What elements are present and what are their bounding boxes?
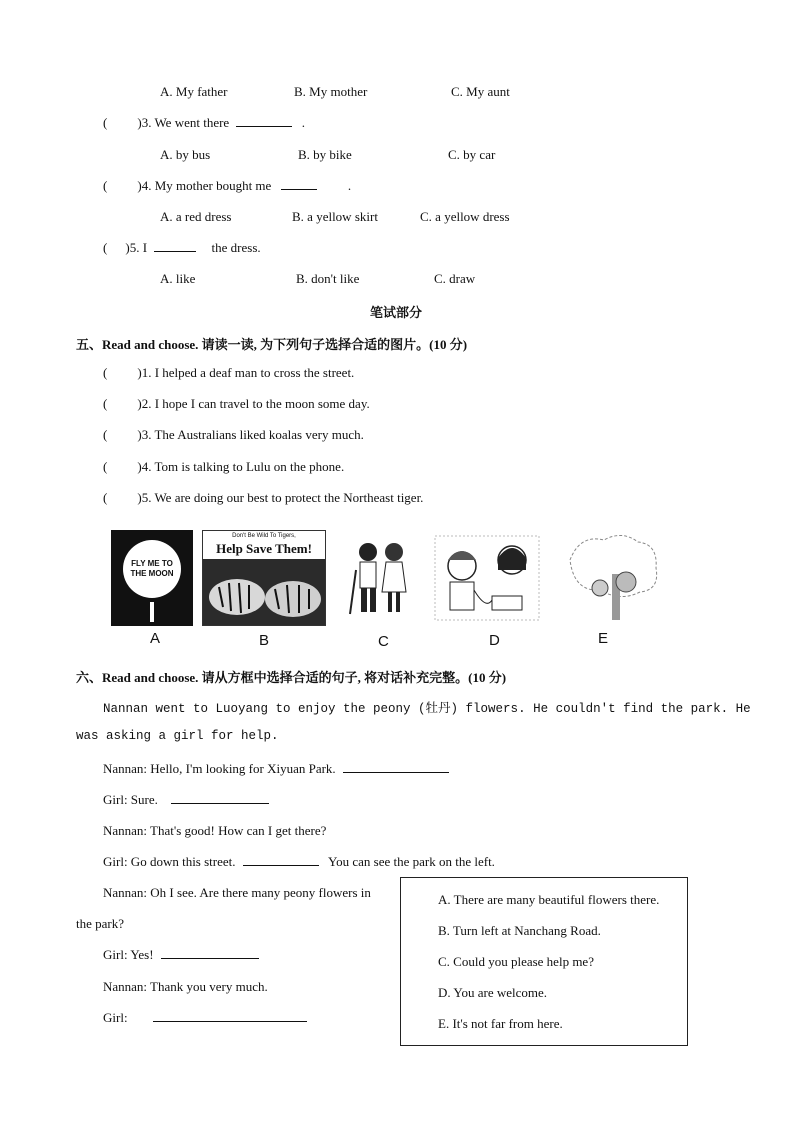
dialog-line-2 bbox=[103, 792, 269, 808]
section5-item bbox=[103, 459, 344, 475]
answer-paren-open: ( bbox=[103, 490, 108, 505]
q3-stem: 3. We went there bbox=[141, 115, 230, 130]
answer-slot[interactable] bbox=[107, 470, 137, 471]
answer-slot[interactable] bbox=[107, 501, 137, 502]
section5-item bbox=[103, 365, 354, 381]
q5-question bbox=[103, 240, 261, 256]
section5-item-text: 1. I helped a deaf man to cross the street. bbox=[141, 365, 355, 380]
q3-end: . bbox=[301, 115, 305, 130]
picture-label-e: E bbox=[598, 630, 609, 647]
dialog-text: Girl: Go down this street. bbox=[103, 854, 236, 869]
dialog-text: Nannan: Hello, I'm looking for Xiyuan Park. bbox=[103, 761, 336, 776]
q5-option-b: B. don't like bbox=[296, 271, 360, 286]
answer-blank[interactable] bbox=[154, 250, 196, 252]
q4-option-c: C. a yellow dress bbox=[420, 209, 510, 224]
dialog-text: Girl: bbox=[103, 1010, 128, 1025]
section5-item bbox=[103, 490, 423, 506]
written-part-heading: 笔试部分 bbox=[370, 305, 423, 320]
picture-label-a: A bbox=[150, 630, 161, 647]
dialog-line-7: Nannan: Thank you very much. bbox=[103, 979, 268, 994]
answer-paren-close: ) bbox=[137, 427, 142, 442]
section5-item bbox=[103, 396, 370, 412]
q4-question bbox=[103, 178, 351, 194]
picture-d-phone-call bbox=[434, 530, 540, 626]
answer-paren-close: ) bbox=[137, 490, 142, 505]
picture-label-b: B bbox=[259, 632, 270, 649]
answer-paren-close: ) bbox=[125, 240, 130, 255]
answer-paren-open: ( bbox=[103, 459, 108, 474]
section5-item-text: 4. Tom is talking to Lulu on the phone. bbox=[141, 459, 345, 474]
q4-stem: 4. My mother bought me bbox=[141, 178, 272, 193]
section6-intro-line2: was asking a girl for help. bbox=[76, 729, 279, 743]
section5-item-text: 3. The Australians liked koalas very much. bbox=[141, 427, 364, 442]
answer-paren-open: ( bbox=[103, 178, 108, 193]
q5-option-a: A. like bbox=[160, 271, 196, 286]
section5-title: 五、Read and choose. 请读一读, 为下列句子选择合适的图片。(10 分) bbox=[76, 337, 468, 352]
answer-paren-close: ) bbox=[137, 115, 142, 130]
answer-blank[interactable] bbox=[171, 802, 269, 804]
answer-paren-close: ) bbox=[137, 459, 142, 474]
answer-paren-open: ( bbox=[103, 396, 108, 411]
tiger-poster-subtitle: Don't Be Wild To Tigers, bbox=[232, 533, 296, 539]
section5-item bbox=[103, 427, 364, 443]
options-box bbox=[400, 877, 688, 1046]
poster-stick bbox=[150, 602, 154, 622]
dialog-line-1 bbox=[103, 761, 449, 777]
section5-item-text: 5. We are doing our best to protect the Northeast tiger. bbox=[141, 490, 424, 505]
answer-paren-open: ( bbox=[103, 115, 108, 130]
q5-stem: 5. I bbox=[129, 240, 148, 255]
q2-option-b: B. My mother bbox=[294, 84, 368, 99]
dialog-line-3: Nannan: That's good! How can I get there? bbox=[103, 823, 327, 838]
box-option-e: E. It's not far from here. bbox=[438, 1016, 563, 1031]
q5-option-c: C. draw bbox=[434, 271, 476, 286]
dialog-line-8 bbox=[103, 1010, 307, 1026]
q2-option-a: A. My father bbox=[160, 84, 228, 99]
section6-intro-line1: Nannan went to Luoyang to enjoy the peony (牡丹) flowers. He couldn't find the park. He bbox=[103, 702, 751, 716]
answer-blank[interactable] bbox=[243, 864, 319, 866]
dialog-text: Girl: Yes! bbox=[103, 947, 154, 962]
answer-paren-open: ( bbox=[103, 427, 108, 442]
answer-blank[interactable] bbox=[236, 125, 292, 127]
dialog-line-4 bbox=[103, 854, 495, 870]
answer-paren-close: ) bbox=[137, 178, 142, 193]
answer-slot[interactable] bbox=[107, 407, 137, 408]
q3-question bbox=[103, 115, 305, 131]
q4-end: . bbox=[347, 178, 352, 193]
picture-label-c: C bbox=[378, 633, 389, 650]
section6-title: 六、Read and choose. 请从方框中选择合适的句子, 将对话补充完整。(10 分) bbox=[76, 670, 507, 685]
q5-after: the dress. bbox=[211, 240, 261, 255]
answer-paren-close: ) bbox=[137, 365, 142, 380]
picture-b-tiger-poster bbox=[202, 530, 326, 626]
dialog-line-6 bbox=[103, 947, 259, 963]
picture-a-moon-poster bbox=[111, 530, 193, 626]
box-option-d: D. You are welcome. bbox=[438, 985, 548, 1000]
answer-paren-close: ) bbox=[137, 396, 142, 411]
answer-slot[interactable] bbox=[107, 376, 137, 377]
box-option-b: B. Turn left at Nanchang Road. bbox=[438, 923, 601, 938]
box-option-a: A. There are many beautiful flowers there. bbox=[438, 892, 660, 907]
tigers-image bbox=[203, 559, 326, 625]
answer-blank[interactable] bbox=[343, 771, 449, 773]
answer-blank[interactable] bbox=[281, 188, 317, 190]
tiger-poster-title: Help Save Them! bbox=[216, 541, 312, 556]
moon-poster-text: FLY ME TO THE MOON bbox=[123, 540, 181, 598]
picture-label-d: D bbox=[489, 632, 500, 649]
q3-option-a: A. by bus bbox=[160, 147, 211, 162]
dialog-text: Girl: Sure. bbox=[103, 792, 158, 807]
box-option-c: C. Could you please help me? bbox=[438, 954, 594, 969]
answer-blank[interactable] bbox=[153, 1020, 307, 1022]
picture-c-helping-deaf-man bbox=[346, 530, 416, 626]
dialog-text: You can see the park on the left. bbox=[328, 854, 495, 869]
q2-option-c: C. My aunt bbox=[451, 84, 510, 99]
q4-option-b: B. a yellow skirt bbox=[292, 209, 378, 224]
answer-slot[interactable] bbox=[107, 438, 137, 439]
q3-option-c: C. by car bbox=[448, 147, 496, 162]
section5-item-text: 2. I hope I can travel to the moon some day. bbox=[141, 396, 370, 411]
answer-blank[interactable] bbox=[161, 957, 259, 959]
q4-option-a: A. a red dress bbox=[160, 209, 232, 224]
q3-option-b: B. by bike bbox=[298, 147, 352, 162]
answer-paren-open: ( bbox=[103, 365, 108, 380]
answer-paren-open: ( bbox=[103, 240, 108, 255]
dialog-line-5: Nannan: Oh I see. Are there many peony flowers in bbox=[103, 885, 371, 900]
dialog-line-5-cont: the park? bbox=[76, 916, 125, 931]
picture-e-koala-tree bbox=[560, 530, 664, 626]
